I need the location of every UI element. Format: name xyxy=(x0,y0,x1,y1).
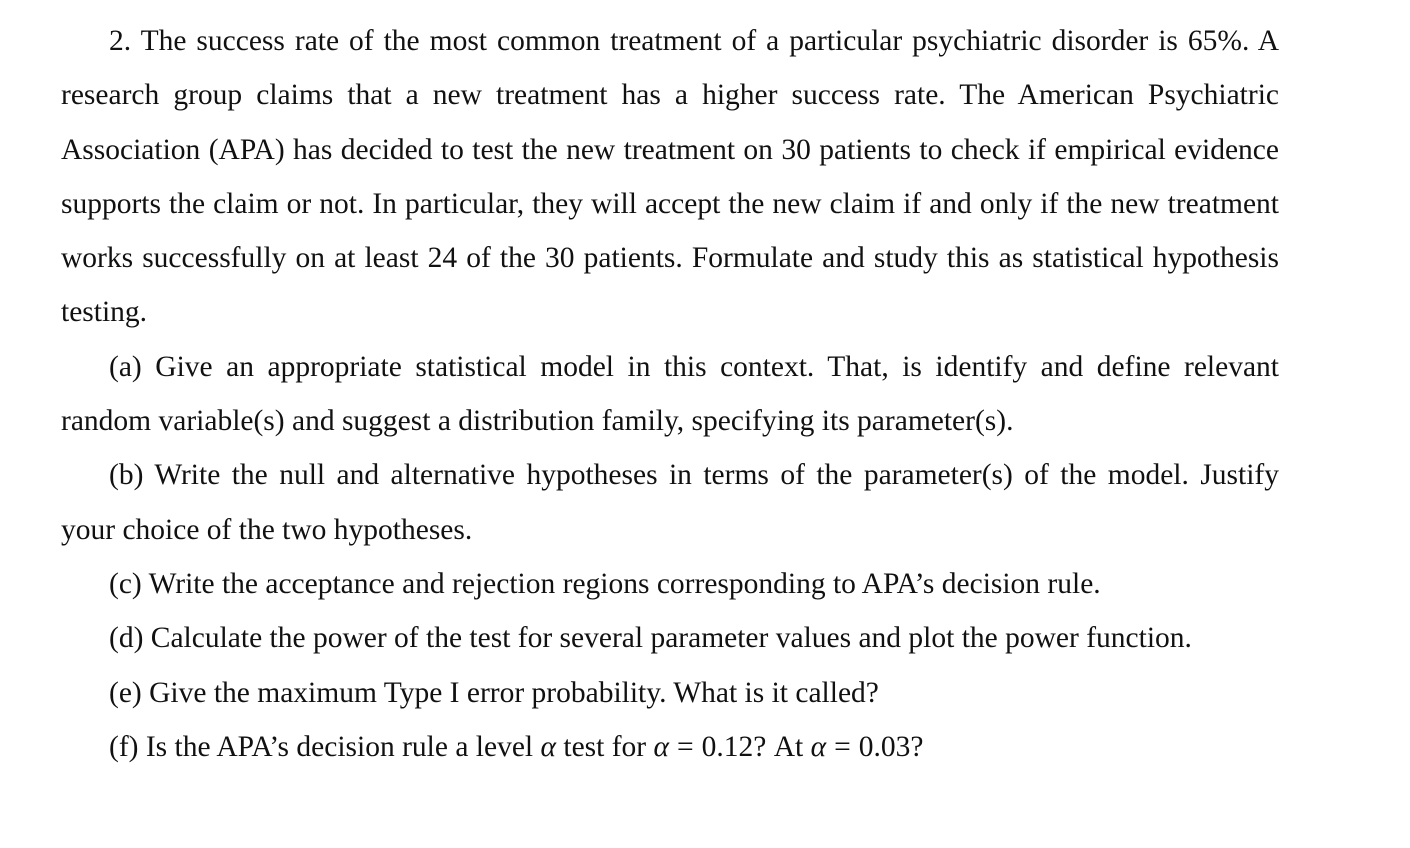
problem-statement xyxy=(61,14,1279,340)
part-c-text: Write the acceptance and rejection regions corresponding to APA’s decision rule. xyxy=(148,567,1101,600)
part-e-label: (e) xyxy=(109,676,142,709)
part-b-label: (b) xyxy=(109,459,144,492)
alpha-symbol-3: α xyxy=(810,730,827,763)
alpha-symbol: α xyxy=(540,730,557,763)
equals-sign-2: = xyxy=(834,730,851,763)
part-f-text-at: At xyxy=(773,730,804,763)
part-c-label: (c) xyxy=(109,567,142,600)
problem-document xyxy=(61,14,1279,774)
part-a xyxy=(61,340,1279,449)
alpha-value-2: 0.03? xyxy=(858,730,924,763)
problem-number: 2. xyxy=(109,25,132,57)
part-a-label: (a) xyxy=(109,350,142,383)
problem-statement-text: The success rate of the most common treatment of a particular psychiatric disorder is 65%. A research group claims that a new treatment has a higher success rate. The American Psychiatric Association (APA) has decided to test the new treatment on 30 patients to check if empirical evidence supports the claim or not. In particular, they will accept the new claim if and only if the new treatment works successfully on at least 24 of the 30 patients. Formulate and study this as statistical hypothesis testing. xyxy=(61,25,1279,329)
part-f-text-middle: test for xyxy=(563,730,647,763)
part-f-text-before: Is the APA’s decision rule a level xyxy=(145,730,534,763)
equals-sign: = xyxy=(677,730,694,763)
part-e-text: Give the maximum Type I error probability. What is it called? xyxy=(149,676,879,709)
part-f-label: (f) xyxy=(109,730,139,763)
alpha-symbol-2: α xyxy=(653,730,670,763)
part-c xyxy=(61,557,1279,611)
part-a-text: Give an appropriate statistical model in this context. That, is identify and define relevant random variable(s) and suggest a distribution family, specifying its parameter(s). xyxy=(61,350,1280,438)
part-e xyxy=(61,666,1279,720)
alpha-value-1: 0.12? xyxy=(701,730,767,763)
part-d-text: Calculate the power of the test for several parameter values and plot the power function. xyxy=(150,622,1192,655)
part-d-label: (d) xyxy=(109,622,144,655)
part-f xyxy=(61,720,1279,774)
part-b-text: Write the null and alternative hypotheses in terms of the parameter(s) of the model. Justify your choice of the two hypotheses. xyxy=(61,459,1279,546)
part-d xyxy=(61,611,1279,665)
part-b xyxy=(61,448,1279,557)
